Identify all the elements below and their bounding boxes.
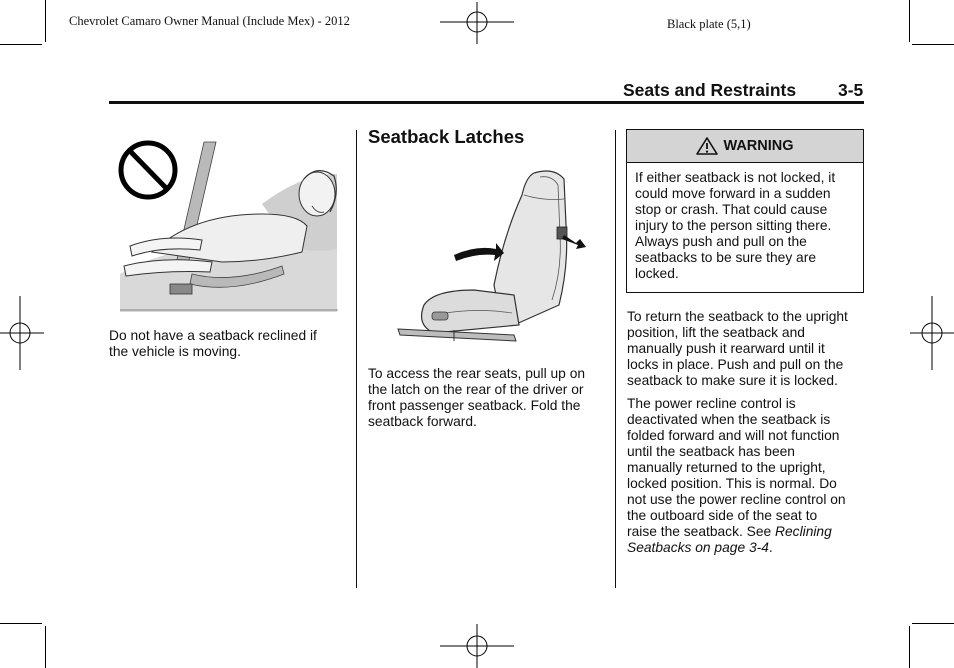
- warning-line: could move forward in a sudden: [635, 186, 831, 201]
- warning-line: seatbacks to be sure they are: [635, 250, 816, 265]
- manual-title: Chevrolet Camaro Owner Manual (Include Mex) - 2012: [69, 14, 350, 28]
- reclined-passenger-illustration: [112, 134, 340, 312]
- registration-mark-left: [0, 296, 44, 370]
- section-heading: Seatback Latches: [368, 126, 525, 147]
- column-divider: [615, 130, 616, 588]
- no-symbol-icon: [121, 143, 175, 197]
- para-line: until the seatback has been: [627, 444, 795, 459]
- para-line: locks in place. Push and pull on the: [627, 357, 844, 372]
- para-line: The power recline control is: [627, 396, 796, 411]
- reclined-caption: [109, 328, 349, 360]
- warning-box: [626, 129, 864, 293]
- warning-line: stop or crash. That could cause: [635, 202, 828, 217]
- power-recline-paragraph: [627, 396, 867, 556]
- warning-header: [627, 130, 863, 163]
- latch-paragraph: [368, 366, 608, 430]
- return-seatback-paragraph: [627, 309, 867, 389]
- para-line: locked position. This is normal. Do: [627, 476, 837, 491]
- para-line: position, lift the seatback and: [627, 325, 805, 340]
- registration-mark-right: [910, 296, 954, 370]
- para-line: manually push it rearward until it: [627, 341, 825, 356]
- warning-line: Always push and pull on the: [635, 234, 807, 249]
- para-line: manually returned to the upright,: [627, 460, 826, 475]
- cross-reference-link[interactable]: Seatbacks on page 3-4: [627, 540, 769, 555]
- caption-line: Do not have a seatback reclined if: [109, 328, 317, 343]
- section-title: Seats and Restraints: [623, 80, 797, 100]
- para-line: folded forward and will not function: [627, 428, 840, 443]
- para-line: deactivated when the seatback is: [627, 412, 831, 427]
- column-divider: [356, 130, 357, 588]
- para-line: seatback forward.: [368, 414, 477, 429]
- seat-latch-illustration: [394, 165, 598, 345]
- para-line: the outboard side of the seat to: [627, 508, 818, 523]
- para-text: raise the seatback. See: [627, 524, 776, 539]
- warning-text: [627, 163, 863, 282]
- para-text: .: [768, 540, 773, 555]
- para-line: seatback to make sure it is locked.: [627, 373, 838, 388]
- cross-reference-link[interactable]: Reclining: [775, 524, 832, 539]
- caption-line: the vehicle is moving.: [109, 344, 241, 359]
- registration-mark-top: [440, 2, 514, 44]
- warning-line: injury to the person sitting there.: [635, 218, 832, 233]
- header-rule: [109, 101, 864, 104]
- plate-label: Black plate (5,1): [667, 17, 751, 31]
- para-line: [627, 540, 867, 556]
- registration-mark-bottom: [440, 624, 514, 668]
- page-number: 3-5: [838, 80, 864, 100]
- warning-line: locked.: [635, 266, 679, 281]
- warning-triangle-icon: [696, 137, 718, 155]
- para-line: not use the power recline control on: [627, 492, 846, 507]
- para-line: To access the rear seats, pull up on: [368, 366, 586, 381]
- warning-line: If either seatback is not locked, it: [635, 170, 836, 185]
- para-line: To return the seatback to the upright: [627, 309, 848, 324]
- warning-label: WARNING: [723, 138, 794, 154]
- para-line: front passenger seatback. Fold the: [368, 398, 581, 413]
- para-line: [627, 524, 867, 540]
- para-line: the latch on the rear of the driver or: [368, 382, 584, 397]
